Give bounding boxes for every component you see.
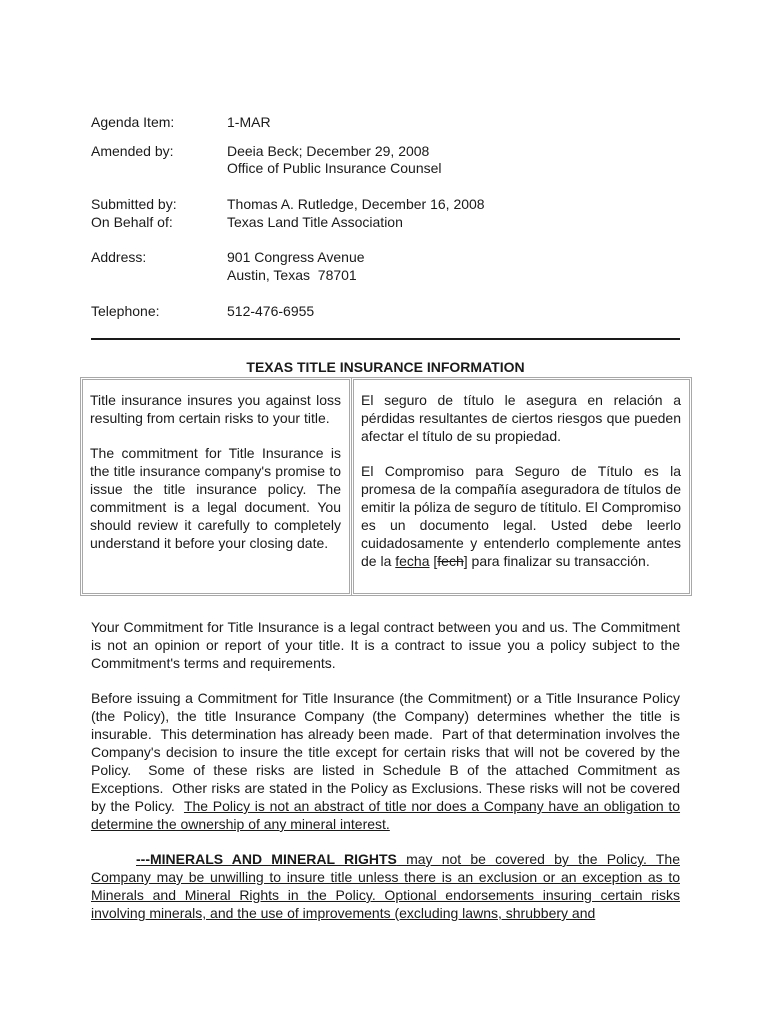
spanish-paragraph-2 bbox=[361, 462, 681, 570]
spanish-paragraph-1: El seguro de título le asegura en relación a pérdidas resultantes de ciertos riesgos que pueden afectar el título de su propiedad. bbox=[361, 392, 681, 444]
deleted-word-fech: fech bbox=[437, 553, 464, 569]
amended-value-2: Office of Public Insurance Counsel bbox=[227, 160, 442, 176]
inserted-word-fecha: fecha bbox=[395, 553, 430, 569]
minerals-heading: ---MINERALS AND MINERAL RIGHTS bbox=[136, 851, 397, 867]
commitment-paragraph: Your Commitment for Title Insurance is a legal contract between you and us. The Commitment is not an opinion or report of your title. It is a contract to issue you a policy subject to the Commitment's terms and requirements. bbox=[91, 619, 680, 671]
minerals-text: may not be covered by the Policy. The Company may be unwilling to insure title unless there is an exclusion or an exception as to Minerals and Mineral Rights in the Policy. Optional endorsements insuring certain risks involving minerals, and the use of improvements (excluding lawns, shrubbery and bbox=[91, 851, 680, 921]
behalf-value: Texas Land Title Association bbox=[227, 214, 403, 230]
english-paragraph-1: Title insurance insures you against loss resulting from certain risks to your title. bbox=[90, 392, 341, 426]
telephone-label: Telephone: bbox=[91, 303, 160, 319]
bracket-open: [ bbox=[429, 553, 438, 569]
spanish-paragraph-2-text: El Compromiso para Seguro de Título es la promesa de la compañía aseguradora de títulos de emitir la póliza de seguro de títitulo. El Compromiso es un documento legal. Usted debe leerlo cuidadosamente y entenderlo complemente antes de la bbox=[361, 463, 681, 569]
document-title: TEXAS TITLE INSURANCE INFORMATION bbox=[246, 359, 525, 375]
spanish-paragraph-2-end: para finalizar su transacción. bbox=[467, 553, 650, 569]
underlined-policy-statement: The Policy is not an abstract of title nor does a Company have an obligation to determine the ownership of any mineral interest. bbox=[91, 798, 681, 832]
bracket-close: ] bbox=[463, 553, 468, 569]
telephone-value: 512-476-6955 bbox=[227, 303, 315, 319]
address-value-1: 901 Congress Avenue bbox=[227, 249, 365, 265]
submitted-label: Submitted by: bbox=[91, 196, 177, 212]
issuing-paragraph bbox=[91, 689, 684, 833]
spanish-column bbox=[361, 391, 681, 587]
agenda-value: 1-MAR bbox=[227, 114, 271, 130]
address-value-2: Austin, Texas 78701 bbox=[227, 267, 357, 283]
english-column bbox=[90, 391, 341, 569]
issuing-paragraph-text: Before issuing a Commitment for Title Insurance (the Commitment) or a Title Insurance Policy (the Policy), the title Insurance Company (the Company) determines whether the title is insurable. This determination has already been made. Part of that determination involves the Company's decision to insure the title except for certain risks that will not be covered by the Policy. Some of these risks are listed in Schedule B of the attached Commitment as Exceptions. Other risks are stated in the Policy as Exclusions. These risks will not be covered by the Policy. bbox=[91, 690, 684, 814]
address-label: Address: bbox=[91, 249, 147, 265]
behalf-label: On Behalf of: bbox=[91, 214, 173, 230]
amended-value-1: Deeia Beck; December 29, 2008 bbox=[227, 143, 430, 159]
english-paragraph-2: The commitment for Title Insurance is the title insurance company's promise to issue the title insurance policy. The commitment is a legal document. You should review it carefully to completely understand it before your closing date. bbox=[90, 445, 341, 551]
agenda-label: Agenda Item: bbox=[91, 114, 175, 130]
submitted-value: Thomas A. Rutledge, December 16, 2008 bbox=[227, 196, 485, 212]
minerals-paragraph bbox=[91, 850, 680, 922]
amended-label: Amended by: bbox=[91, 143, 174, 159]
horizontal-rule bbox=[91, 338, 680, 340]
